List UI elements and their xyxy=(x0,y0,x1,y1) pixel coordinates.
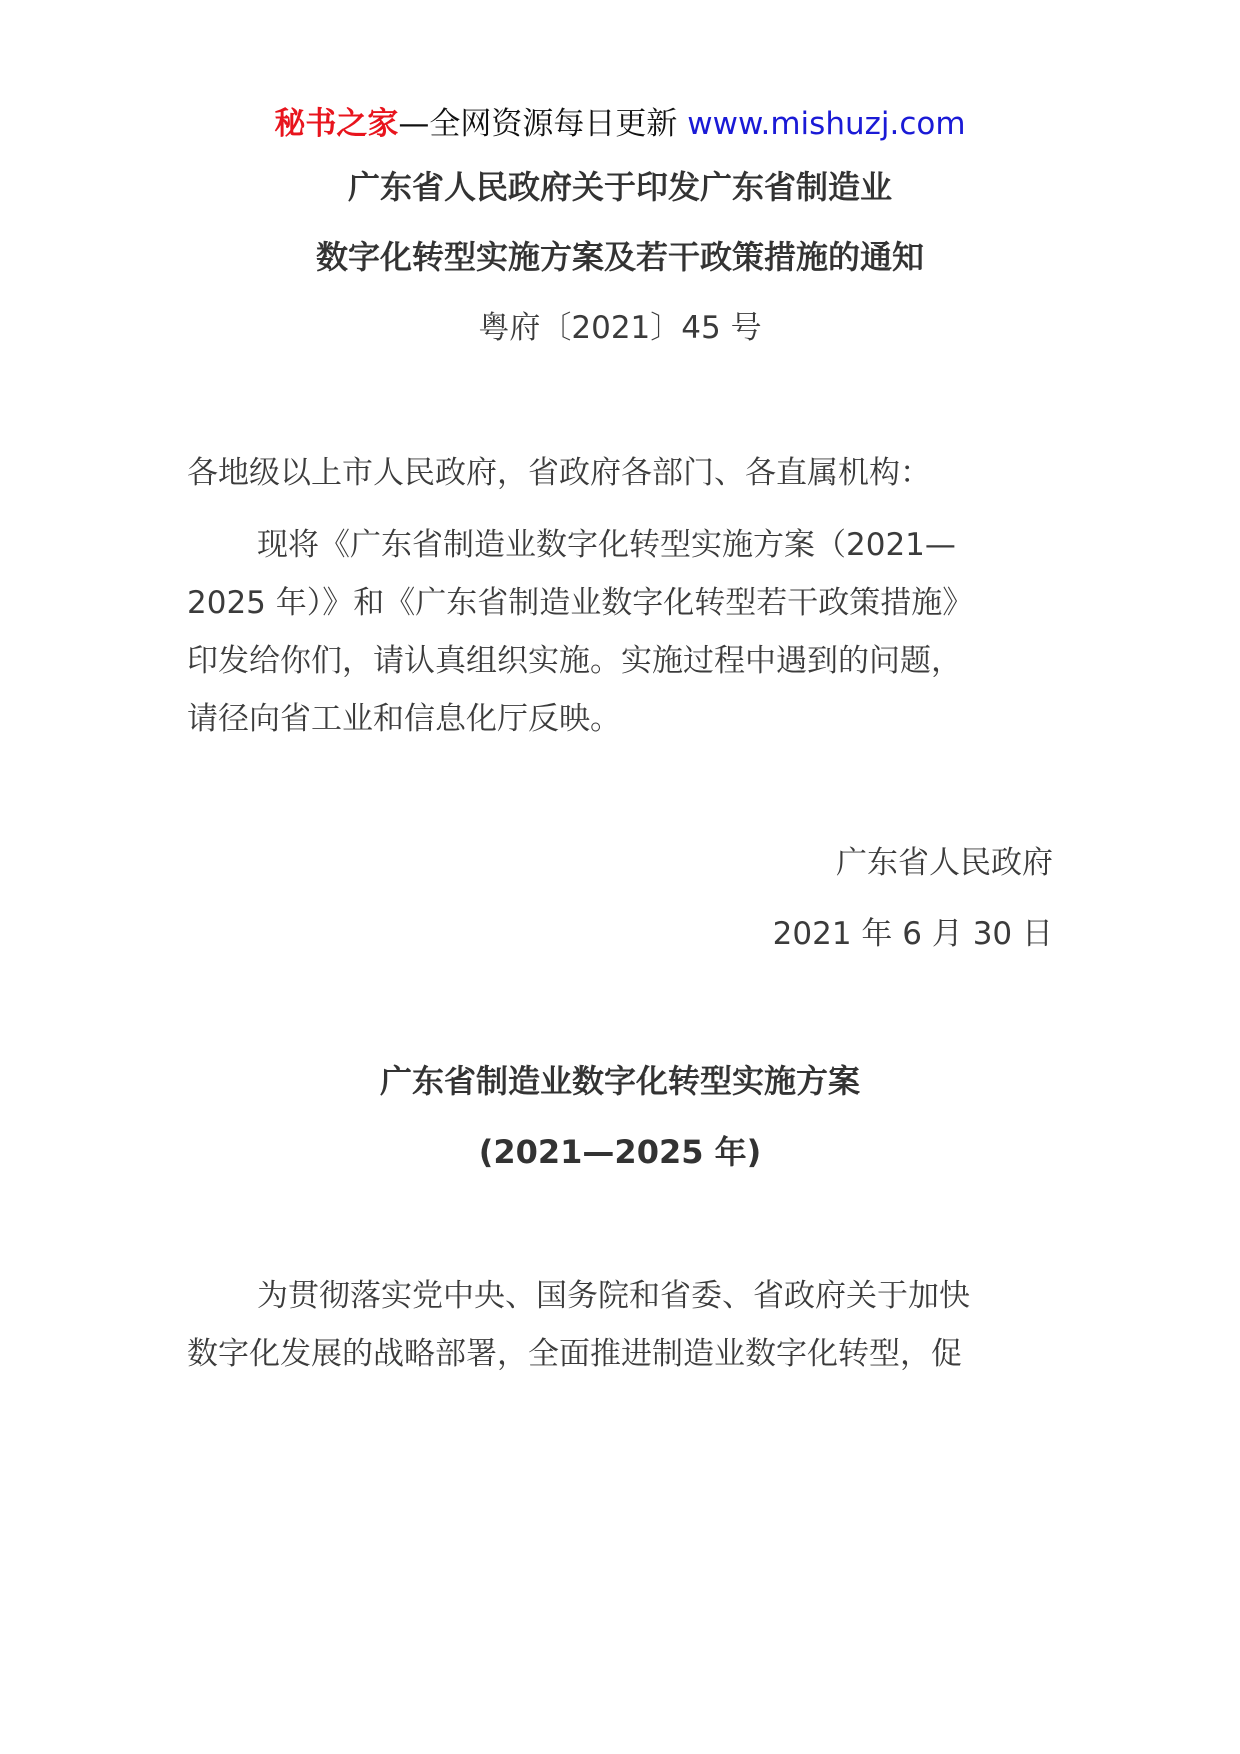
addressee: 各地级以上市人民政府，省政府各部门、各直属机构： xyxy=(187,455,931,491)
body-line: 印发给你们，请认真组织实施。实施过程中遇到的问题， xyxy=(187,643,962,679)
site-url-link[interactable]: www.mishuzj.com xyxy=(687,106,966,142)
body-line: 2025 年）》和《广东省制造业数字化转型若干政策措施》 xyxy=(187,585,974,621)
intro-line: 为贯彻落实党中央、国务院和省委、省政府关于加快 xyxy=(257,1278,970,1314)
notice-title-line-2: 数字化转型实施方案及若干政策措施的通知 xyxy=(315,238,924,276)
plan-title: 广东省制造业数字化转型实施方案 xyxy=(379,1062,860,1100)
body-line: 请径向省工业和信息化厅反映。 xyxy=(187,701,621,737)
body-line: 现将《广东省制造业数字化转型实施方案（2021— xyxy=(257,527,956,563)
site-header xyxy=(0,102,1240,146)
header-tagline: —全网资源每日更新 xyxy=(398,106,678,142)
intro-line: 数字化发展的战略部署，全面推进制造业数字化转型，促 xyxy=(187,1336,962,1372)
document-number: 粤府〔2021〕45 号 xyxy=(478,310,762,346)
signature-date: 2021 年 6 月 30 日 xyxy=(772,916,1053,952)
signature: 广东省人民政府 xyxy=(836,845,1053,881)
plan-subtitle: (2021—2025 年) xyxy=(478,1133,762,1171)
notice-title-line-1: 广东省人民政府关于印发广东省制造业 xyxy=(347,168,892,206)
brand-name: 秘书之家 xyxy=(274,106,399,142)
